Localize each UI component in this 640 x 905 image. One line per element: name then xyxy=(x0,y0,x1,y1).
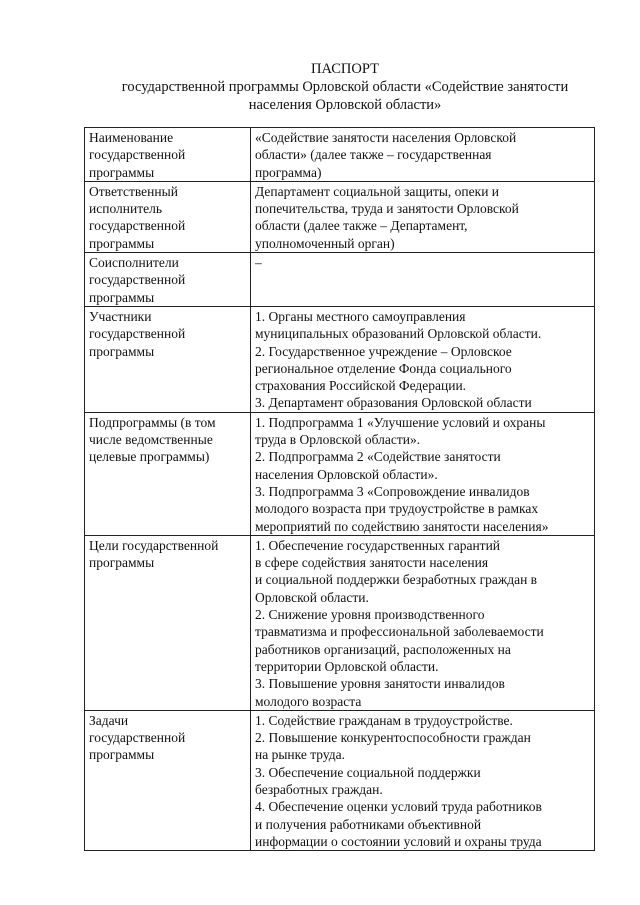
row-label-line: целевые программы) xyxy=(89,449,210,465)
row-label-line: Подпрограммы (в том xyxy=(89,414,216,430)
row-value-line: муниципальных образований Орловской области. xyxy=(255,326,542,342)
table-row xyxy=(85,710,595,850)
row-value-line: 2. Государственное учреждение – Орловское xyxy=(255,343,512,359)
row-value-line: труда в Орловской области». xyxy=(255,432,421,448)
row-label-line: числе ведомственные xyxy=(89,432,213,448)
row-value-line: 3. Повышение уровня занятости инвалидов xyxy=(255,676,505,692)
passport-header xyxy=(60,60,630,114)
row-value-line: 1. Органы местного самоуправления xyxy=(255,308,466,324)
row-value-line: 2. Повышение конкурентоспособности граждан xyxy=(255,730,531,746)
row-value-line: травматизма и профессиональной заболеваемости xyxy=(255,624,544,640)
row-label-line: исполнитель xyxy=(89,201,162,217)
row-value-line: Орловской области. xyxy=(255,589,369,605)
row-value-cell xyxy=(251,253,595,307)
row-label-line: программы xyxy=(89,164,155,180)
row-value-line: 1. Содействие гражданам в трудоустройстве. xyxy=(255,712,513,728)
row-label-line: государственной xyxy=(89,218,186,234)
row-value-line: попечительства, труда и занятости Орловской xyxy=(255,201,519,217)
table-row xyxy=(85,412,595,535)
row-label-cell xyxy=(85,253,251,307)
row-label-line: программы xyxy=(89,289,155,305)
row-value-line: работников организаций, расположенных на xyxy=(255,641,511,657)
row-value-line: уполномоченный орган) xyxy=(255,235,395,251)
row-value-line: региональное отделение Фонда социального xyxy=(255,360,512,376)
row-value-line: в сфере содействия занятости населения xyxy=(255,555,489,571)
row-value-cell xyxy=(251,710,595,850)
row-value-line: молодого возраста при трудоустройстве в рамках xyxy=(255,501,539,517)
row-value-line: населения Орловской области». xyxy=(255,466,438,482)
row-value-line: 3. Подпрограмма 3 «Сопровождение инвалидов xyxy=(255,483,530,499)
row-value-line: 2. Снижение уровня производственного xyxy=(255,607,485,623)
row-label-cell xyxy=(85,710,251,850)
row-value-line: 1. Подпрограмма 1 «Улучшение условий и охраны xyxy=(255,414,546,430)
document-subtitle-line-1: государственной программы Орловской области «Содействие занятости xyxy=(121,79,569,95)
row-value-line: мероприятий по содействию занятости населения» xyxy=(255,518,549,534)
row-value-line: безработных граждан. xyxy=(255,781,383,797)
row-label-line: программы xyxy=(89,235,155,251)
row-value-line: Департамент социальной защиты, опеки и xyxy=(255,183,500,199)
row-value-line: на рынке труда. xyxy=(255,747,345,763)
row-label-line: программы xyxy=(89,747,155,763)
row-value-line: 3. Департамент образования Орловской области xyxy=(255,395,532,411)
table-row xyxy=(85,253,595,307)
table-row xyxy=(85,535,595,710)
row-value-line: 1. Обеспечение государственных гарантий xyxy=(255,537,501,553)
passport-table xyxy=(84,127,595,851)
row-value-line: «Содействие занятости населения Орловской xyxy=(255,130,517,145)
table-row xyxy=(85,306,595,412)
row-label-cell xyxy=(85,128,251,182)
row-label-line: Соисполнители xyxy=(89,255,179,271)
row-label-line: Задачи xyxy=(89,712,129,728)
row-label-line: государственной xyxy=(89,272,186,288)
row-value-cell xyxy=(251,412,595,535)
row-value-line: области (далее также – Департамент, xyxy=(255,218,468,234)
row-value-cell xyxy=(251,535,595,710)
row-value-cell xyxy=(251,128,595,182)
row-value-line: информации о состоянии условий и охраны труда xyxy=(255,833,542,849)
document-title: ПАСПОРТ xyxy=(311,61,379,77)
row-value-line: территории Орловской области. xyxy=(255,658,439,674)
document-subtitle-line-2: населения Орловской области» xyxy=(248,97,442,113)
row-label-cell xyxy=(85,535,251,710)
row-label-cell xyxy=(85,181,251,252)
row-label-cell xyxy=(85,412,251,535)
row-value-line: страхования Российской Федерации. xyxy=(255,378,467,394)
row-value-cell xyxy=(251,181,595,252)
row-value-line: и получения работниками объективной xyxy=(255,816,482,832)
row-label-line: программы xyxy=(89,555,155,571)
passport-table-body xyxy=(85,128,595,851)
row-value-line: – xyxy=(255,255,262,271)
row-label-line: Цели государственной xyxy=(89,537,219,553)
row-value-line: 2. Подпрограмма 2 «Содействие занятости xyxy=(255,449,501,465)
row-label-line: Участники xyxy=(89,308,152,324)
row-value-line: 3. Обеспечение социальной поддержки xyxy=(255,764,481,780)
row-label-line: программы xyxy=(89,343,155,359)
row-value-cell xyxy=(251,306,595,412)
row-label-line: государственной xyxy=(89,730,186,746)
row-label-line: государственной xyxy=(89,326,186,342)
row-value-line: программа) xyxy=(255,164,322,180)
row-label-line: Наименование xyxy=(89,130,174,145)
row-label-line: Ответственный xyxy=(89,183,178,199)
row-value-line: области» (далее также – государственная xyxy=(255,147,492,163)
table-row xyxy=(85,181,595,252)
table-row xyxy=(85,128,595,182)
row-value-line: молодого возраста xyxy=(255,693,362,709)
row-label-line: государственной xyxy=(89,147,186,163)
row-value-line: и социальной поддержки безработных граждан в xyxy=(255,572,538,588)
row-value-line: 4. Обеспечение оценки условий труда работников xyxy=(255,799,542,815)
row-label-cell xyxy=(85,306,251,412)
